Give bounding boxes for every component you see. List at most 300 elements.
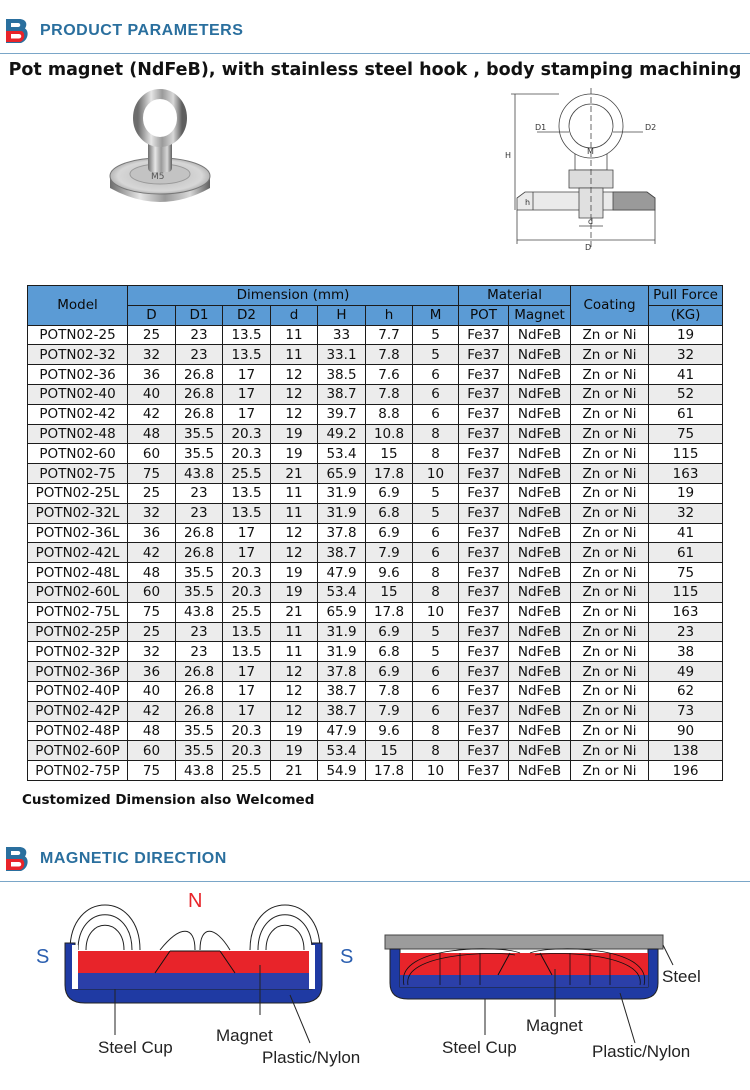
cell-height: 33.1	[318, 345, 366, 365]
cell-coating: Zn or Ni	[571, 701, 649, 721]
cell-d1: 26.8	[176, 365, 223, 385]
cell-pull-force: 163	[649, 464, 723, 484]
cell-thread-m: 8	[413, 582, 459, 602]
dim-label-h-upper: H	[505, 151, 512, 160]
cell-d1: 35.5	[176, 444, 223, 464]
cell-pull-force: 115	[649, 444, 723, 464]
cell-h-small: 6.9	[366, 622, 413, 642]
cell-d1: 43.8	[176, 464, 223, 484]
header-thread-m: M	[413, 305, 459, 325]
cell-d1: 26.8	[176, 681, 223, 701]
cell-coating: Zn or Ni	[571, 761, 649, 781]
magnetic-diagram-open	[30, 885, 380, 1075]
cell-d-outer: 32	[128, 345, 176, 365]
cell-d-inner: 19	[271, 563, 318, 583]
cell-model: POTN02-75	[28, 464, 128, 484]
cell-d1: 23	[176, 642, 223, 662]
dim-label-big-d: D	[585, 243, 592, 252]
cell-magnet: NdFeB	[509, 325, 571, 345]
cell-d2: 20.3	[223, 582, 271, 602]
table-row	[28, 701, 723, 721]
cell-h-small: 9.6	[366, 721, 413, 741]
cell-d-inner: 11	[271, 503, 318, 523]
cell-pot: Fe37	[459, 543, 509, 563]
table-row	[28, 681, 723, 701]
cell-model: POTN02-48	[28, 424, 128, 444]
cell-model: POTN02-25L	[28, 483, 128, 503]
cell-height: 38.7	[318, 681, 366, 701]
cell-d-inner: 19	[271, 582, 318, 602]
cell-thread-m: 6	[413, 404, 459, 424]
cell-coating: Zn or Ni	[571, 424, 649, 444]
cell-height: 54.9	[318, 761, 366, 781]
cell-pull-force: 75	[649, 424, 723, 444]
cell-thread-m: 8	[413, 563, 459, 583]
cell-thread-m: 5	[413, 483, 459, 503]
cell-pot: Fe37	[459, 761, 509, 781]
cell-pull-force: 90	[649, 721, 723, 741]
cell-d1: 43.8	[176, 602, 223, 622]
cell-coating: Zn or Ni	[571, 464, 649, 484]
section-divider	[0, 53, 750, 54]
cell-height: 47.9	[318, 563, 366, 583]
label-steel: Steel	[662, 967, 701, 986]
table-row	[28, 642, 723, 662]
label-plastic-nylon: Plastic/Nylon	[262, 1048, 361, 1067]
cell-d1: 35.5	[176, 424, 223, 444]
cell-pot: Fe37	[459, 721, 509, 741]
cell-pull-force: 32	[649, 345, 723, 365]
cell-thread-m: 10	[413, 464, 459, 484]
thread-label: M5	[151, 172, 165, 182]
cell-d-outer: 42	[128, 543, 176, 563]
cell-thread-m: 6	[413, 701, 459, 721]
cell-pot: Fe37	[459, 404, 509, 424]
cell-d-outer: 42	[128, 701, 176, 721]
cell-height: 65.9	[318, 602, 366, 622]
cell-magnet: NdFeB	[509, 681, 571, 701]
cell-pot: Fe37	[459, 365, 509, 385]
cell-h-small: 7.7	[366, 325, 413, 345]
cell-model: POTN02-36	[28, 365, 128, 385]
brand-logo-icon	[2, 844, 32, 874]
table-row	[28, 523, 723, 543]
cell-pull-force: 61	[649, 543, 723, 563]
cell-thread-m: 8	[413, 424, 459, 444]
cell-height: 31.9	[318, 483, 366, 503]
cell-model: POTN02-25	[28, 325, 128, 345]
technical-drawing	[495, 88, 675, 256]
table-row	[28, 721, 723, 741]
cell-d-outer: 36	[128, 662, 176, 682]
cell-coating: Zn or Ni	[571, 404, 649, 424]
cell-d1: 23	[176, 483, 223, 503]
cell-d-outer: 48	[128, 424, 176, 444]
header-pull-force: Pull Force	[649, 286, 723, 306]
table-row	[28, 325, 723, 345]
cell-d2: 17	[223, 681, 271, 701]
cell-d-outer: 36	[128, 365, 176, 385]
section-divider	[0, 881, 750, 882]
south-pole-label-left: S	[36, 946, 50, 968]
cell-height: 31.9	[318, 503, 366, 523]
cell-pot: Fe37	[459, 384, 509, 404]
cell-height: 53.4	[318, 444, 366, 464]
cell-pull-force: 138	[649, 741, 723, 761]
cell-thread-m: 6	[413, 365, 459, 385]
cell-magnet: NdFeB	[509, 345, 571, 365]
south-pole-label-right: S	[340, 946, 354, 968]
section-title: PRODUCT PARAMETERS	[40, 22, 244, 39]
cell-d2: 20.3	[223, 444, 271, 464]
table-row	[28, 761, 723, 781]
dim-label-m: M	[587, 147, 594, 156]
cell-d1: 35.5	[176, 721, 223, 741]
cell-pot: Fe37	[459, 741, 509, 761]
table-row	[28, 503, 723, 523]
cell-d1: 26.8	[176, 384, 223, 404]
cell-coating: Zn or Ni	[571, 543, 649, 563]
cell-height: 53.4	[318, 582, 366, 602]
cell-d1: 26.8	[176, 701, 223, 721]
cell-d-inner: 11	[271, 483, 318, 503]
cell-model: POTN02-75L	[28, 602, 128, 622]
cell-d2: 17	[223, 701, 271, 721]
cell-pull-force: 115	[649, 582, 723, 602]
cell-magnet: NdFeB	[509, 721, 571, 741]
cell-coating: Zn or Ni	[571, 325, 649, 345]
section-header-parameters	[0, 14, 750, 48]
cell-d-inner: 11	[271, 642, 318, 662]
cell-pull-force: 38	[649, 642, 723, 662]
dim-label-small-d: d	[588, 217, 594, 226]
cell-d2: 25.5	[223, 602, 271, 622]
cell-d-inner: 11	[271, 345, 318, 365]
table-row	[28, 424, 723, 444]
cell-d-inner: 19	[271, 741, 318, 761]
dim-label-d1: D1	[535, 123, 547, 132]
cell-d-outer: 32	[128, 503, 176, 523]
cell-h-small: 15	[366, 741, 413, 761]
cell-h-small: 6.9	[366, 662, 413, 682]
cell-pot: Fe37	[459, 345, 509, 365]
cell-magnet: NdFeB	[509, 642, 571, 662]
cell-model: POTN02-60	[28, 444, 128, 464]
cell-h-small: 15	[366, 582, 413, 602]
cell-d-outer: 36	[128, 523, 176, 543]
cell-d2: 20.3	[223, 424, 271, 444]
cell-pot: Fe37	[459, 602, 509, 622]
table-header-row	[28, 286, 723, 306]
cell-h-small: 10.8	[366, 424, 413, 444]
cell-pot: Fe37	[459, 325, 509, 345]
parameters-table	[27, 285, 723, 781]
header-dimension: Dimension (mm)	[128, 286, 459, 306]
header-d2: D2	[223, 305, 271, 325]
table-row	[28, 365, 723, 385]
cell-magnet: NdFeB	[509, 761, 571, 781]
dim-label-h-lower: h	[525, 198, 531, 207]
north-pole-label: N	[188, 890, 203, 912]
cell-height: 49.2	[318, 424, 366, 444]
cell-d-outer: 40	[128, 681, 176, 701]
cell-h-small: 6.9	[366, 483, 413, 503]
cell-coating: Zn or Ni	[571, 662, 649, 682]
cell-coating: Zn or Ni	[571, 622, 649, 642]
cell-height: 38.7	[318, 384, 366, 404]
cell-magnet: NdFeB	[509, 404, 571, 424]
table-row	[28, 563, 723, 583]
cell-d-outer: 32	[128, 642, 176, 662]
cell-d-inner: 12	[271, 404, 318, 424]
cell-d2: 17	[223, 662, 271, 682]
cell-d-inner: 11	[271, 325, 318, 345]
cell-pull-force: 61	[649, 404, 723, 424]
cell-magnet: NdFeB	[509, 483, 571, 503]
cell-pull-force: 19	[649, 483, 723, 503]
cell-coating: Zn or Ni	[571, 384, 649, 404]
cell-model: POTN02-25P	[28, 622, 128, 642]
cell-thread-m: 5	[413, 622, 459, 642]
cell-d1: 26.8	[176, 662, 223, 682]
cell-thread-m: 8	[413, 444, 459, 464]
cell-pot: Fe37	[459, 622, 509, 642]
cell-thread-m: 6	[413, 523, 459, 543]
cell-magnet: NdFeB	[509, 662, 571, 682]
cell-model: POTN02-42P	[28, 701, 128, 721]
cell-magnet: NdFeB	[509, 523, 571, 543]
cell-magnet: NdFeB	[509, 701, 571, 721]
table-row	[28, 464, 723, 484]
cell-magnet: NdFeB	[509, 582, 571, 602]
cell-pot: Fe37	[459, 662, 509, 682]
cell-coating: Zn or Ni	[571, 741, 649, 761]
cell-model: POTN02-32P	[28, 642, 128, 662]
cell-d-inner: 19	[271, 444, 318, 464]
cell-d2: 13.5	[223, 345, 271, 365]
cell-h-small: 7.6	[366, 365, 413, 385]
cell-d1: 23	[176, 503, 223, 523]
cell-pot: Fe37	[459, 563, 509, 583]
cell-magnet: NdFeB	[509, 444, 571, 464]
cell-d-outer: 40	[128, 384, 176, 404]
cell-coating: Zn or Ni	[571, 483, 649, 503]
cell-pull-force: 73	[649, 701, 723, 721]
label-magnet: Magnet	[216, 1026, 273, 1045]
cell-coating: Zn or Ni	[571, 602, 649, 622]
section-header-magnetic	[0, 842, 750, 876]
cell-thread-m: 6	[413, 543, 459, 563]
cell-height: 53.4	[318, 741, 366, 761]
cell-d1: 26.8	[176, 523, 223, 543]
table-row	[28, 543, 723, 563]
cell-d2: 20.3	[223, 741, 271, 761]
cell-d1: 35.5	[176, 741, 223, 761]
cell-thread-m: 6	[413, 662, 459, 682]
cell-model: POTN02-48P	[28, 721, 128, 741]
cell-model: POTN02-36L	[28, 523, 128, 543]
cell-height: 39.7	[318, 404, 366, 424]
table-row	[28, 404, 723, 424]
product-subtitle: Pot magnet (NdFeB), with stainless steel hook , body stamping machining	[8, 60, 742, 80]
table-row	[28, 662, 723, 682]
cell-magnet: NdFeB	[509, 741, 571, 761]
cell-thread-m: 10	[413, 761, 459, 781]
cell-h-small: 17.8	[366, 464, 413, 484]
cell-d2: 13.5	[223, 642, 271, 662]
cell-height: 47.9	[318, 721, 366, 741]
cell-d-outer: 75	[128, 464, 176, 484]
cell-height: 38.7	[318, 543, 366, 563]
cell-thread-m: 5	[413, 503, 459, 523]
cell-pot: Fe37	[459, 642, 509, 662]
cell-d1: 35.5	[176, 582, 223, 602]
cell-pull-force: 49	[649, 662, 723, 682]
cell-pot: Fe37	[459, 701, 509, 721]
table-row	[28, 384, 723, 404]
cell-h-small: 15	[366, 444, 413, 464]
cell-thread-m: 5	[413, 325, 459, 345]
cell-d2: 17	[223, 523, 271, 543]
header-coating: Coating	[571, 286, 649, 326]
cell-height: 38.7	[318, 701, 366, 721]
header-pot: POT	[459, 305, 509, 325]
cell-thread-m: 8	[413, 721, 459, 741]
cell-coating: Zn or Ni	[571, 582, 649, 602]
cell-thread-m: 6	[413, 681, 459, 701]
cell-coating: Zn or Ni	[571, 444, 649, 464]
cell-pot: Fe37	[459, 503, 509, 523]
cell-d-inner: 21	[271, 464, 318, 484]
header-height: H	[318, 305, 366, 325]
cell-d-outer: 75	[128, 761, 176, 781]
cell-pull-force: 163	[649, 602, 723, 622]
cell-d2: 13.5	[223, 503, 271, 523]
cell-height: 33	[318, 325, 366, 345]
cell-d-outer: 60	[128, 444, 176, 464]
header-material: Material	[459, 286, 571, 306]
section-title: MAGNETIC DIRECTION	[40, 850, 227, 867]
cell-d-outer: 25	[128, 325, 176, 345]
cell-d-inner: 11	[271, 622, 318, 642]
cell-coating: Zn or Ni	[571, 721, 649, 741]
cell-model: POTN02-60P	[28, 741, 128, 761]
header-d-inner: d	[271, 305, 318, 325]
cell-model: POTN02-60L	[28, 582, 128, 602]
cell-d-outer: 25	[128, 622, 176, 642]
cell-coating: Zn or Ni	[571, 345, 649, 365]
cell-pot: Fe37	[459, 424, 509, 444]
cell-pull-force: 32	[649, 503, 723, 523]
cell-d1: 43.8	[176, 761, 223, 781]
cell-coating: Zn or Ni	[571, 563, 649, 583]
cell-pot: Fe37	[459, 444, 509, 464]
cell-thread-m: 10	[413, 602, 459, 622]
header-pull-force-unit: (KG)	[649, 305, 723, 325]
cell-model: POTN02-36P	[28, 662, 128, 682]
cell-h-small: 7.8	[366, 345, 413, 365]
dim-label-d2: D2	[645, 123, 657, 132]
label-steel-cup: Steel Cup	[442, 1038, 517, 1057]
header-model: Model	[28, 286, 128, 326]
cell-h-small: 6.8	[366, 503, 413, 523]
table-row	[28, 602, 723, 622]
cell-h-small: 9.6	[366, 563, 413, 583]
table-row	[28, 622, 723, 642]
cell-d-outer: 60	[128, 582, 176, 602]
cell-h-small: 17.8	[366, 761, 413, 781]
cell-magnet: NdFeB	[509, 503, 571, 523]
cell-thread-m: 6	[413, 384, 459, 404]
cell-d2: 13.5	[223, 325, 271, 345]
cell-pot: Fe37	[459, 483, 509, 503]
cell-d-inner: 12	[271, 543, 318, 563]
cell-height: 38.5	[318, 365, 366, 385]
cell-pull-force: 52	[649, 384, 723, 404]
cell-pull-force: 41	[649, 365, 723, 385]
cell-model: POTN02-32L	[28, 503, 128, 523]
cell-model: POTN02-42	[28, 404, 128, 424]
cell-d-inner: 19	[271, 424, 318, 444]
table-body	[28, 325, 723, 780]
cell-model: POTN02-48L	[28, 563, 128, 583]
cell-magnet: NdFeB	[509, 424, 571, 444]
cell-d-outer: 48	[128, 721, 176, 741]
cell-pull-force: 75	[649, 563, 723, 583]
cell-d-outer: 25	[128, 483, 176, 503]
cell-d-inner: 12	[271, 681, 318, 701]
cell-thread-m: 5	[413, 345, 459, 365]
cell-h-small: 8.8	[366, 404, 413, 424]
cell-h-small: 7.9	[366, 543, 413, 563]
cell-d2: 25.5	[223, 761, 271, 781]
cell-d1: 23	[176, 325, 223, 345]
brand-logo-icon	[2, 16, 32, 46]
cell-d-inner: 12	[271, 384, 318, 404]
cell-h-small: 6.9	[366, 523, 413, 543]
table-row	[28, 582, 723, 602]
cell-d2: 13.5	[223, 483, 271, 503]
cell-d-inner: 21	[271, 602, 318, 622]
custom-dimension-note: Customized Dimension also Welcomed	[22, 792, 315, 808]
cell-model: POTN02-40	[28, 384, 128, 404]
cell-height: 65.9	[318, 464, 366, 484]
label-steel-cup: Steel Cup	[98, 1038, 173, 1057]
cell-d1: 23	[176, 345, 223, 365]
cell-height: 37.8	[318, 523, 366, 543]
cell-coating: Zn or Ni	[571, 503, 649, 523]
cell-thread-m: 8	[413, 741, 459, 761]
cell-pot: Fe37	[459, 464, 509, 484]
cell-pot: Fe37	[459, 582, 509, 602]
cell-pull-force: 19	[649, 325, 723, 345]
cell-magnet: NdFeB	[509, 384, 571, 404]
cell-d1: 26.8	[176, 404, 223, 424]
cell-magnet: NdFeB	[509, 543, 571, 563]
cell-pot: Fe37	[459, 523, 509, 543]
table-row	[28, 483, 723, 503]
cell-d-inner: 12	[271, 365, 318, 385]
cell-pull-force: 196	[649, 761, 723, 781]
cell-magnet: NdFeB	[509, 563, 571, 583]
table-row	[28, 444, 723, 464]
cell-d2: 20.3	[223, 563, 271, 583]
cell-d1: 23	[176, 622, 223, 642]
cell-d2: 20.3	[223, 721, 271, 741]
cell-h-small: 7.8	[366, 681, 413, 701]
cell-h-small: 7.8	[366, 384, 413, 404]
cell-d-outer: 60	[128, 741, 176, 761]
